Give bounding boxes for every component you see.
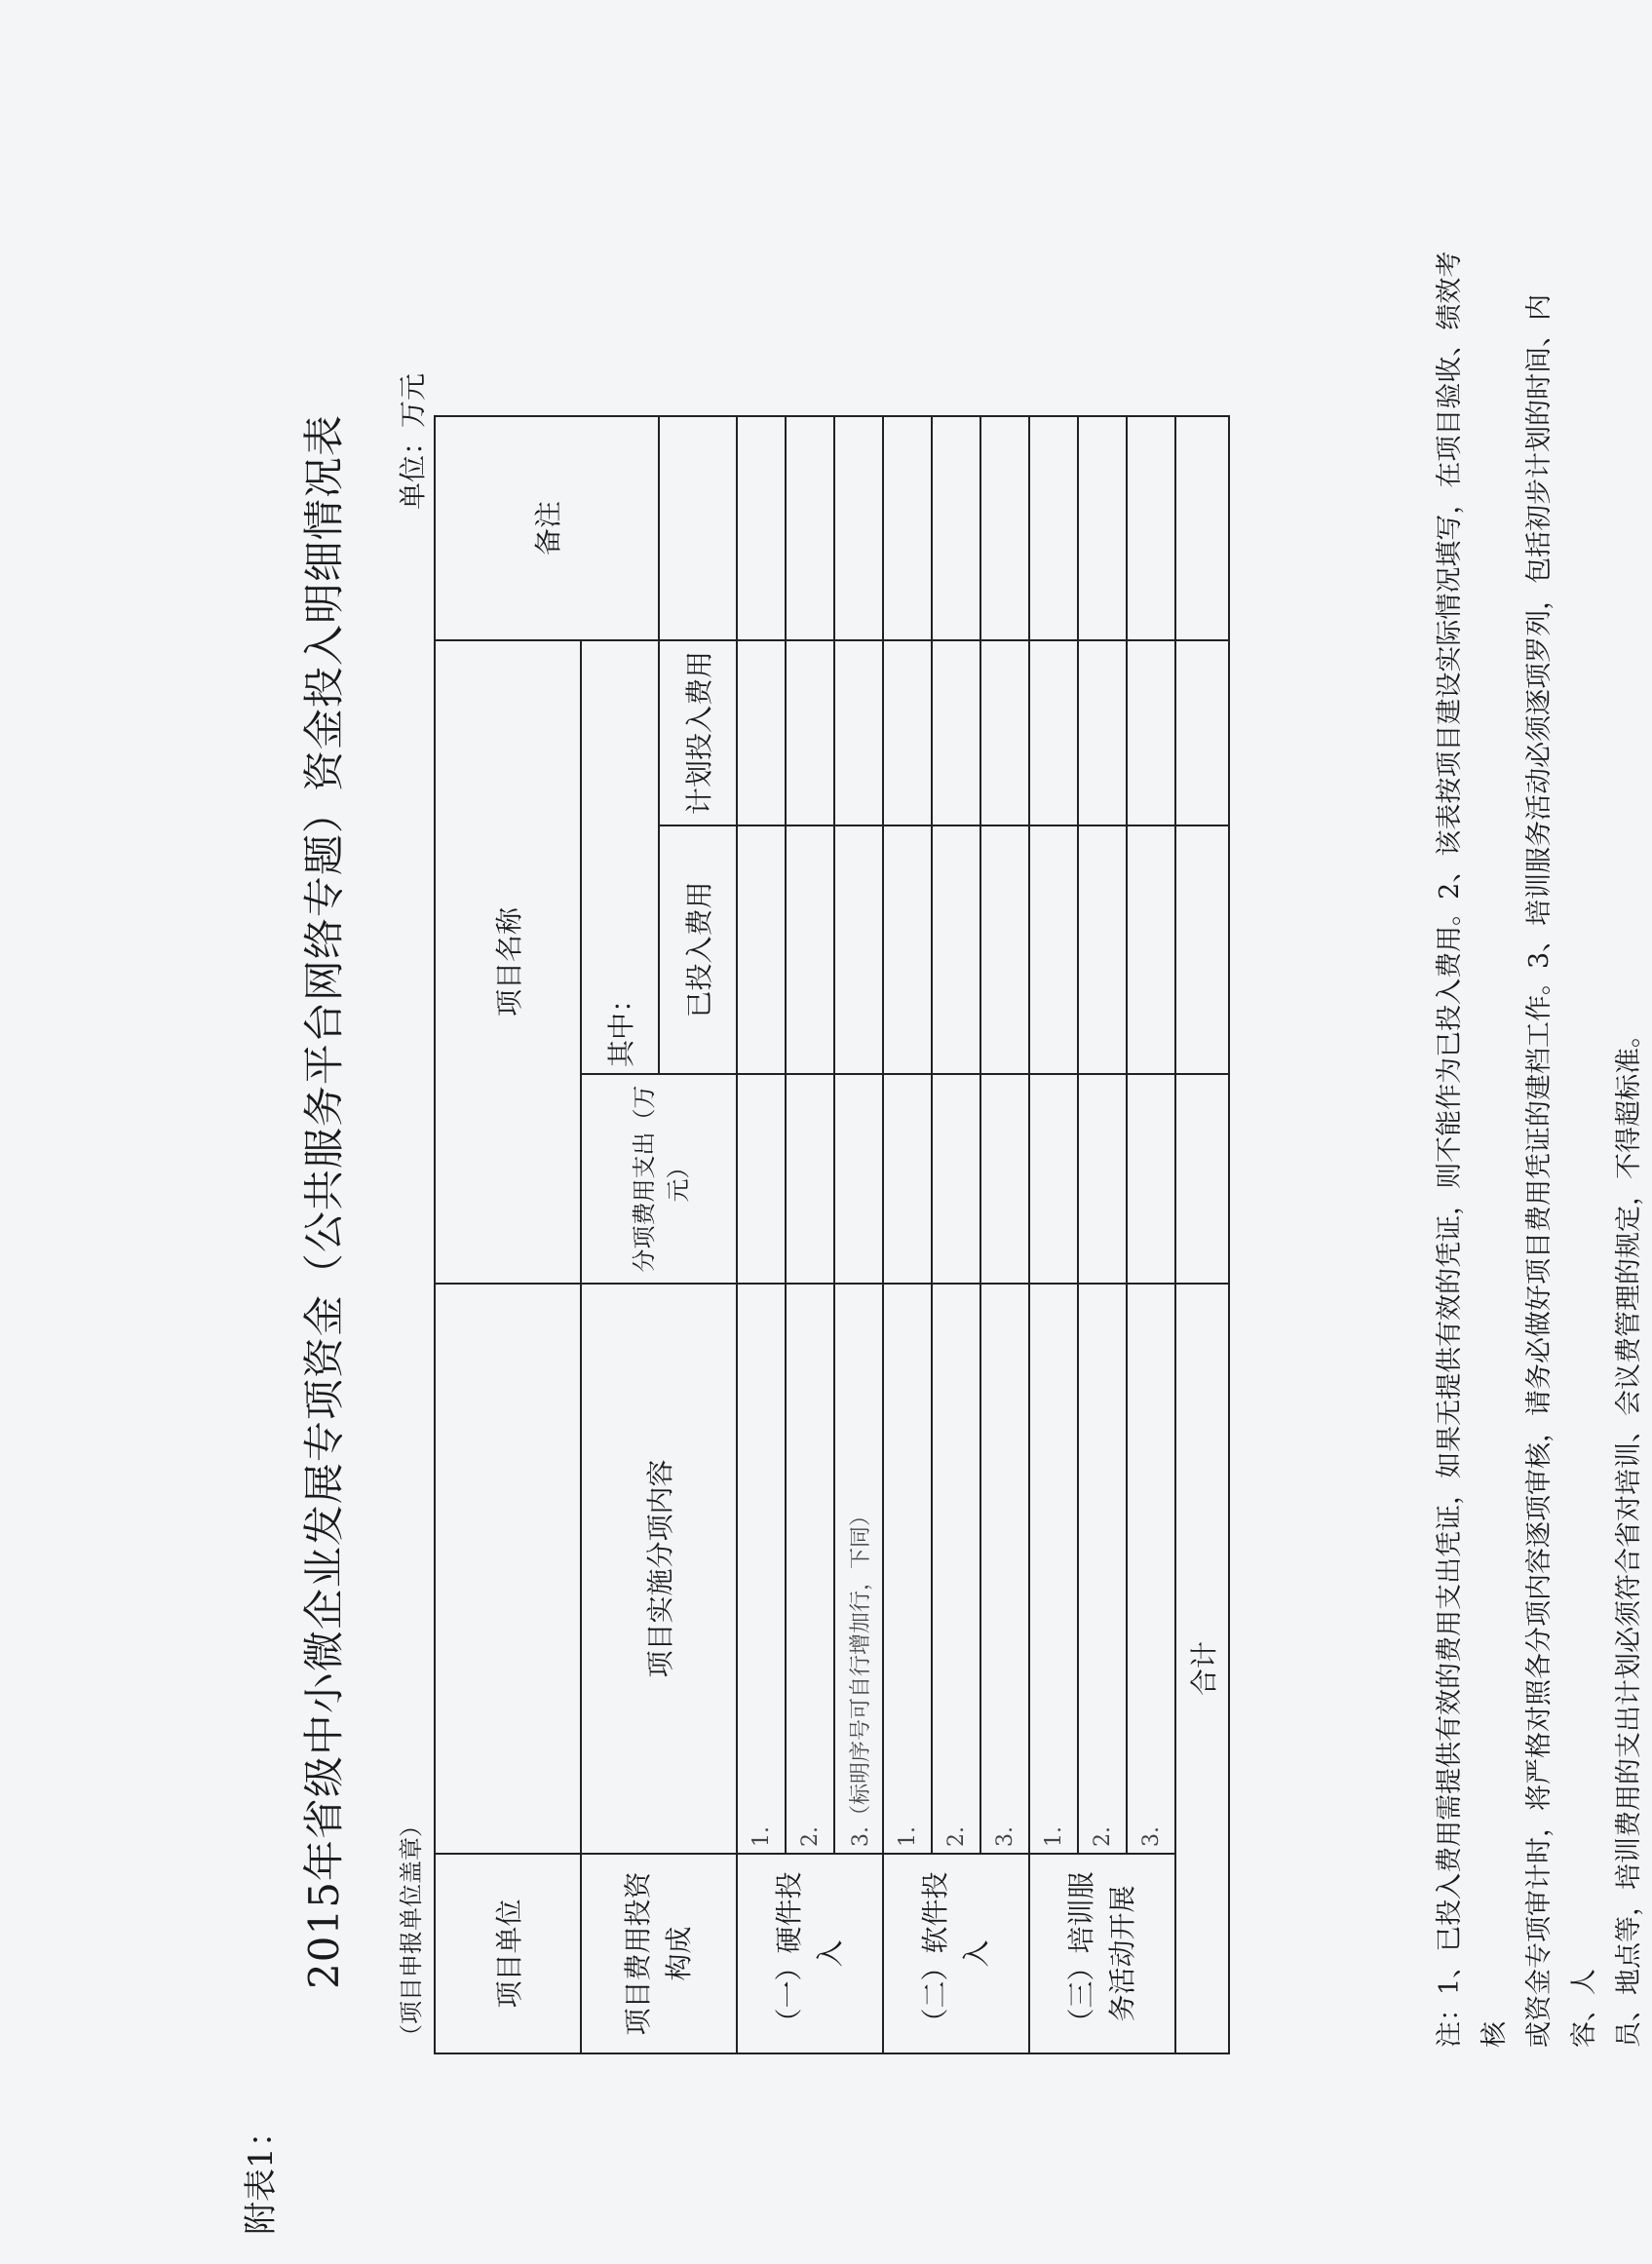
project-unit-header: 项目单位 (435, 1854, 581, 2053)
total-label: 合计 (1175, 1284, 1229, 2053)
expense-header: 分项费用支出（万元） (581, 1074, 737, 1284)
project-name-header: 项目名称 (435, 640, 581, 1284)
item-cell: 2. (932, 1284, 980, 1854)
table-row (581, 416, 659, 2053)
table-row (1127, 416, 1175, 2053)
item-cell: 1. (883, 1284, 932, 1854)
table-row (786, 416, 834, 2053)
table-row (980, 416, 1029, 2053)
applicant-stamp-label: （项目申报单位盖章） (398, 1814, 425, 2048)
item-cell: 3. (1127, 1284, 1175, 1854)
table-row (737, 416, 786, 2053)
content-header: 项目实施分项内容 (581, 1284, 737, 1854)
planned-header: 计划投入费用 (659, 640, 737, 825)
footnotes (1428, 245, 1652, 2048)
table-row (834, 416, 883, 2053)
remarks-header: 备注 (435, 416, 659, 640)
footnote-line: 员、地点等，培训费用的支出计划必须符合省对培训、会议费管理的规定，不得超标准。 (1614, 1021, 1644, 2048)
attachment-label: 附表1： (242, 2114, 281, 2235)
category-hardware: （一）硬件投入 (737, 1854, 883, 2053)
investment-detail-table (434, 415, 1230, 2054)
table-row (883, 416, 932, 2053)
category-software: （二）软件投入 (883, 1854, 1029, 2053)
page-title: 2015年省级中小微企业发展专项资金（公共服务平台网络专题）资金投入明细情况表 (300, 414, 348, 1989)
footnote-line: 注：1、已投入费用需提供有效的费用支出凭证，如果无提供有效的凭证，则不能作为已投入费用。2、该表按项目建设实际情况填写，在项目验收、绩效考核 (1435, 250, 1510, 2048)
item-cell: 3.（标明序号可自行增加行，下同） (834, 1284, 883, 1854)
table-row (1078, 416, 1127, 2053)
item-cell: 2. (786, 1284, 834, 1854)
unit-label: 单位：万元 (397, 372, 429, 510)
footnote-line: 或资金专项审计时，将严格对照各分项内容逐项审核，请务必做好项目费用凭证的建档工作。3、培训服务活动必须逐项罗列，包括初步计划的时间、内容、人 (1524, 293, 1599, 2048)
category-training: （三）培训服务活动开展 (1029, 1854, 1175, 2053)
item-cell: 2. (1078, 1284, 1127, 1854)
project-unit-value (435, 1284, 581, 1854)
item-cell: 3. (980, 1284, 1029, 1854)
total-row (1175, 416, 1229, 2053)
item-cell: 1. (1029, 1284, 1078, 1854)
table-row (932, 416, 980, 2053)
item-cell: 1. (737, 1284, 786, 1854)
composition-header: 项目费用投资构成 (581, 1854, 737, 2053)
invested-header: 已投入费用 (659, 825, 737, 1074)
remarks-cell (659, 416, 737, 640)
table-row (1029, 416, 1078, 2053)
among-header: 其中： (581, 640, 659, 1074)
table-row (435, 416, 581, 2053)
